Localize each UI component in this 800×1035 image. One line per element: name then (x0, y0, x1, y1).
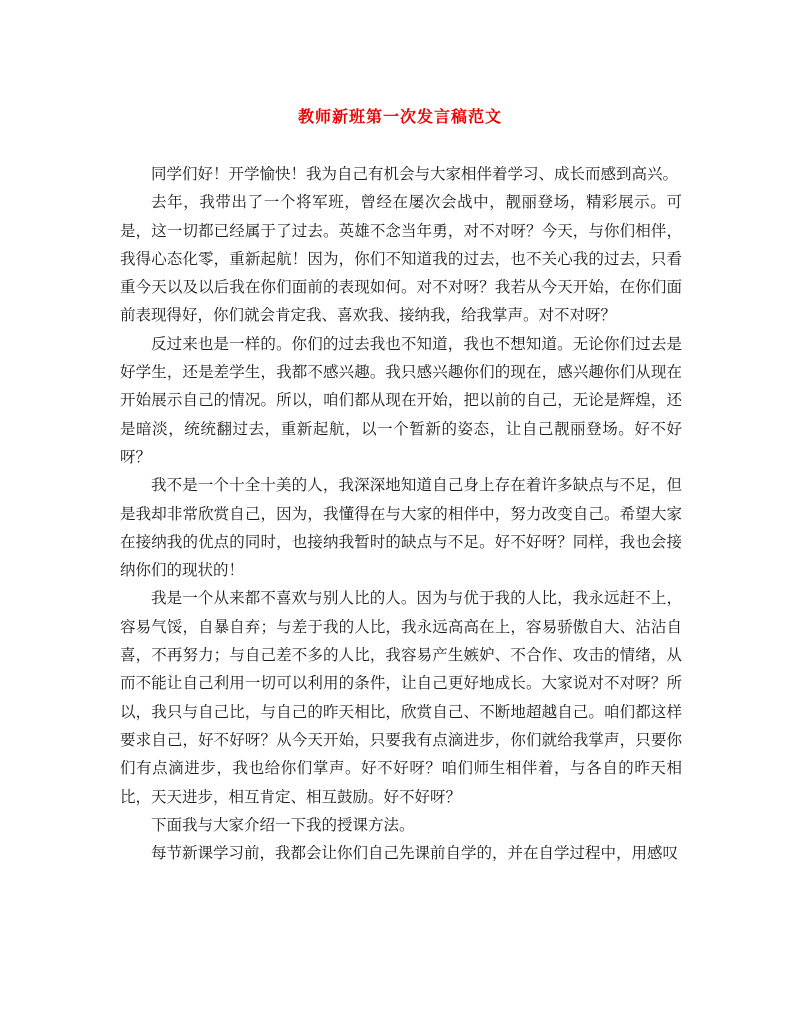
paragraph-1: 同学们好！开学愉快！我为自己有机会与大家相伴着学习、成长而感到高兴。 (151, 165, 679, 183)
paragraph-7: 每节新课学习前，我都会让你们自己先课前自学的，并在自学过程中，用感叹 (151, 844, 679, 863)
paragraph-6: 下面我与大家介绍一下我的授课方法。 (151, 815, 415, 834)
paragraph-5: 我是一个从来都不喜欢与别人比的人。因为与优于我的人比，我永远赶不上，容易气馁，自暴自弃；与差于我的人比，我永远高高在上，容易骄傲自大、沾沾自喜，不再努力；与自己差不多的人比，我容易产生嫉妒、不合作、攻击的情绪，从而不能让自己利用一切可以利用的条件，让自己更好地成长。大家说对不对呀？所以，我只与自己比，与自己的昨天相比，欣赏自己、不断地超越自己。咱们都这样要求自己，好不好呀？从今天开始，只要我有点滴进步，你们就给我掌声，只要你们有点滴进步，我也给你们掌声。好不好呀？咱们师生相伴着，与各自的昨天相比，天天进步，相互肯定、相互鼓励。好不好呀？ (120, 589, 682, 806)
document-body (120, 160, 682, 867)
paragraph-4: 我不是一个十全十美的人，我深深地知道自己身上存在着许多缺点与不足，但是我却非常欣赏自己，因为，我懂得在与大家的相伴中，努力改变自己。希望大家在接纳我的优点的同时，也接纳我暂时的缺点与不足。好不好呀？同样，我也会接纳你们的现状的！ (120, 476, 682, 580)
paragraph-2: 去年，我带出了一个将军班，曾经在屡次会战中，靓丽登场，精彩展示。可是，这一切都已经属于了过去。英雄不念当年勇，对不对呀？今天，与你们相伴，我得心态化零，重新起航！因为，你们不知道我的过去，也不关心我的过去，只看重今天以及以后我在你们面前的表现如何。对不对呀？我若从今天开始，在你们面前表现得好，你们就会肯定我、喜欢我、接纳我，给我掌声。对不对呀？ (120, 193, 682, 325)
paragraph-3: 反过来也是一样的。你们的过去我也不知道，我也不想知道。无论你们过去是好学生，还是差学生，我都不感兴趣。我只感兴趣你们的现在，感兴趣你们从现在开始展示自己的情况。所以，咱们都从现在开始，把以前的自己，无论是辉煌，还是暗淡，统统翻过去，重新起航，以一个暂新的姿态，让自己靓丽登场。好不好呀？ (120, 334, 682, 466)
document-title: 教师新班第一次发言稿范文 (297, 107, 502, 126)
